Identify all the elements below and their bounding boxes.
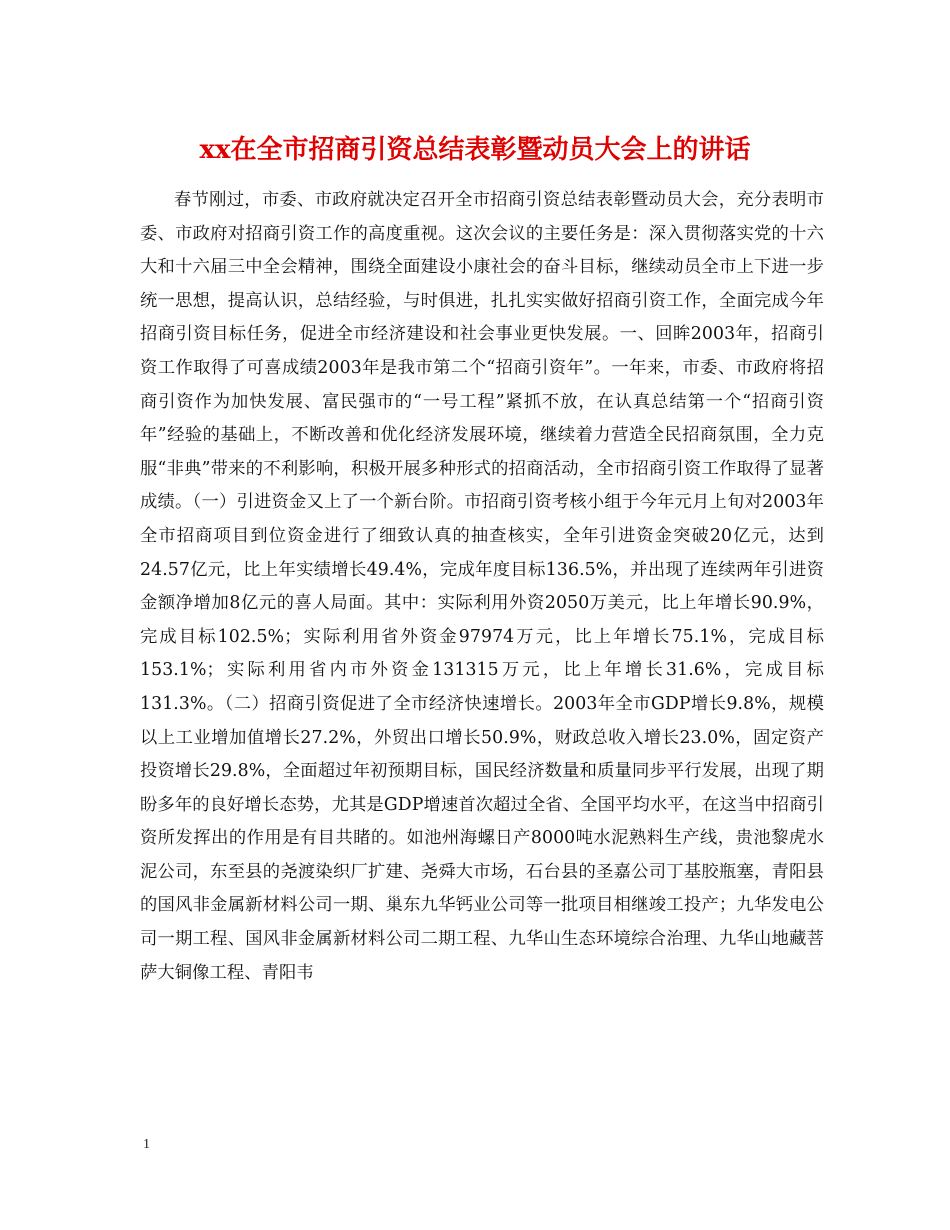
document-title: xx在全市招商引资总结表彰暨动员大会上的讲话 (199, 135, 751, 165)
page-number: 1 (143, 1137, 150, 1152)
body-paragraph: 春节刚过，市委、市政府就决定召开全市招商引资总结表彰暨动员大会，充分表明市委、市政府对招商引资工作的高度重视。这次会议的主要任务是：深入贯彻落实党的十六大和十六届三中全会精神，围绕全面建设小康社会的奋斗目标，继续动员全市上下进一步统一思想，提高认识，总结经验，与时俱进，扎扎实实做好招商引资工作，全面完成今年招商引资目标任务，促进全市经济建设和社会事业更快发展。一、回眸2003年，招商引资工作取得了可喜成绩2003年是我市第二个“招商引资年”。一年来，市委、市政府将招商引资作为加快发展、富民强市的“一号工程”紧抓不放，在认真总结第一个“招商引资年”经验的基础上，不断改善和优化经济发展环境，继续着力营造全民招商氛围，全力克服“非典”带来的不利影响，积极开展多种形式的招商活动，全市招商引资工作取得了显著成绩。（一）引进资金又上了一个新台阶。市招商引资考核小组于今年元月上旬对2003年全市招商项目到位资金进行了细致认真的抽查核实，全年引进资金突破20亿元，达到24.57亿元，比上年实绩增长49.4%，完成年度目标136.5%，并出现了连续两年引进资金额净增加8亿元的喜人局面。其中：实际利用外资2050万美元，比上年增长90.9%，完成目标102.5%；实际利用省外资金97974万元，比上年增长75.1%，完成目标153.1%；实际利用省内市外资金131315万元，比上年增长31.6%，完成目标131.3%。（二）招商引资促进了全市经济快速增长。2003年全市GDP增长9.8%，规模以上工业增加值增长27.2%，外贸出口增长50.9%，财政总收入增长23.0%，固定资产投资增长29.8%，全面超过年初预期目标，国民经济数量和质量同步平行发展，出现了期盼多年的良好增长态势，尤其是GDP增速首次超过全省、全国平均水平，在这当中招商引资所发挥出的作用是有目共睹的。如池州海螺日产8000吨水泥熟料生产线，贵池黎虎水泥公司，东至县的尧渡染织厂扩建、尧舜大市场，石台县的圣嘉公司丁基胶瓶塞，青阳县的国风非金属新材料公司一期、巢东九华钙业公司等一批项目相继竣工投产；九华发电公司一期工程、国风非金属新材料公司二期工程、九华山生态环境综合治理、九华山地藏菩萨大铜像工程、青阳韦 (140, 190, 824, 983)
